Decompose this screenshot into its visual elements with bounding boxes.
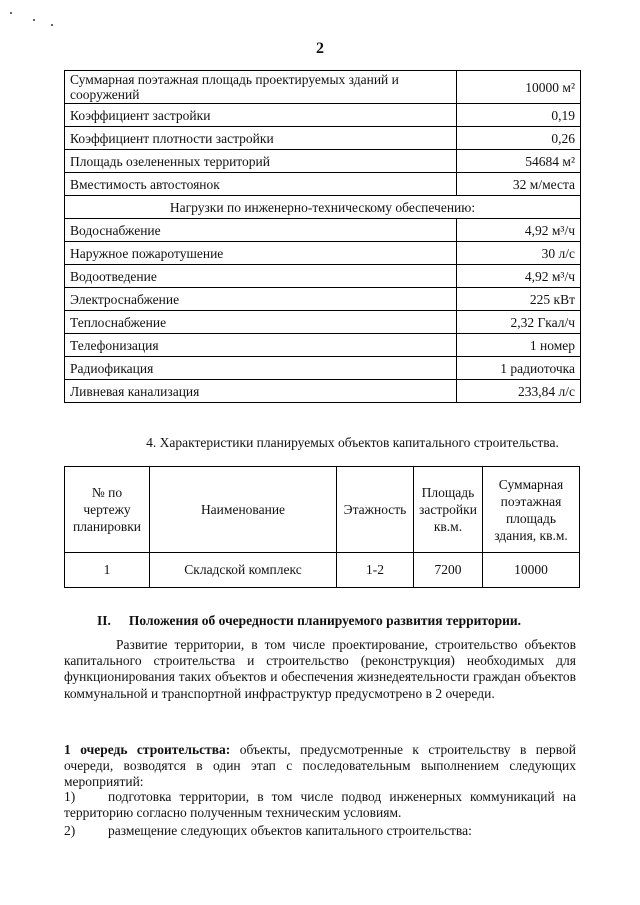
paragraph [64,742,576,791]
row-label: Суммарная поэтажная площадь проектируемых зданий и сооружений [65,71,457,104]
row-value: 225 кВт [457,288,581,311]
list-text: подготовка территории, в том числе подвод инженерных коммуникаций на территорию согласно полученным техническим условиям. [64,789,576,821]
row-label: Электроснабжение [65,288,457,311]
paragraph: Развитие территории, в том числе проектирование, строительство объектов капитального строительства и строительство (реконструкция) необходимых для функционирования таких объектов и обеспечения жизнедеятельности граждан объектов коммунальной и транспортной инфраструктур предусмотрено в 2 очереди. [64,637,576,701]
column-header: № по чертежу планировки [65,467,150,553]
column-header: Наименование [150,467,337,553]
table-row [65,127,581,150]
stage-text: объекты, предусмотренные к строительству в первой очереди, возводятся в один этап с последовательным выполнением следующих мероприятий: [64,742,576,790]
page-number: 2 [316,40,324,57]
table-row [65,334,581,357]
list-number: 2) [64,823,76,838]
list-text: размещение следующих объектов капитального строительства: [108,823,472,838]
row-label: Коэффициент застройки [65,104,457,127]
row-label: Коэффициент плотности застройки [65,127,457,150]
table-row [65,288,581,311]
table-row [65,71,581,104]
table-header-row [65,467,580,553]
table-row [65,265,581,288]
objects-table [64,466,580,588]
stage-label: 1 очередь строительства: [64,742,231,757]
row-label: Водоснабжение [65,219,457,242]
row-value: 1 номер [457,334,581,357]
row-value: 10000 м² [457,71,581,104]
table-cell: 1 [65,553,150,588]
column-header: Этажность [337,467,414,553]
table-row [65,553,580,588]
row-value: 0,26 [457,127,581,150]
table-row [65,173,581,196]
list-item [64,789,576,821]
table-cell: 1-2 [337,553,414,588]
row-value: 54684 м² [457,150,581,173]
row-label: Вместимость автостоянок [65,173,457,196]
row-label: Телефонизация [65,334,457,357]
parameters-table [64,70,581,403]
row-value: 4,92 м³/ч [457,265,581,288]
row-value: 4,92 м³/ч [457,219,581,242]
column-header: Площадь застройки кв.м. [414,467,483,553]
list-item [64,823,576,839]
row-value: 0,19 [457,104,581,127]
scan-speck [33,19,35,21]
row-value: 30 л/с [457,242,581,265]
table-row [65,150,581,173]
list-number: 1) [64,789,76,804]
row-label: Ливневая канализация [65,380,457,403]
scan-speck [10,12,12,14]
table-row [65,219,581,242]
table-cell: 10000 [483,553,580,588]
section-heading [97,613,521,629]
loads-header: Нагрузки по инженерно-техническому обеспечению: [65,196,581,219]
table-cell: Складской комплекс [150,553,337,588]
table-row [65,311,581,334]
row-label: Радиофикация [65,357,457,380]
scan-speck [51,24,53,26]
row-label: Водоотведение [65,265,457,288]
row-label: Теплоснабжение [65,311,457,334]
row-value: 233,84 л/с [457,380,581,403]
table-row [65,104,581,127]
section-title: Положения об очередности планируемого развития территории. [128,613,522,628]
row-value: 32 м/места [457,173,581,196]
row-value: 2,32 Гкал/ч [457,311,581,334]
table-row [65,380,581,403]
section-number: II. [97,613,111,628]
objects-caption: 4. Характеристики планируемых объектов капитального строительства. [146,435,559,450]
table-cell: 7200 [414,553,483,588]
table-row [65,357,581,380]
column-header: Суммарная поэтажная площадь здания, кв.м. [483,467,580,553]
row-label: Площадь озелененных территорий [65,150,457,173]
row-label: Наружное пожаротушение [65,242,457,265]
table-row [65,196,581,219]
table-row [65,242,581,265]
row-value: 1 радиоточка [457,357,581,380]
